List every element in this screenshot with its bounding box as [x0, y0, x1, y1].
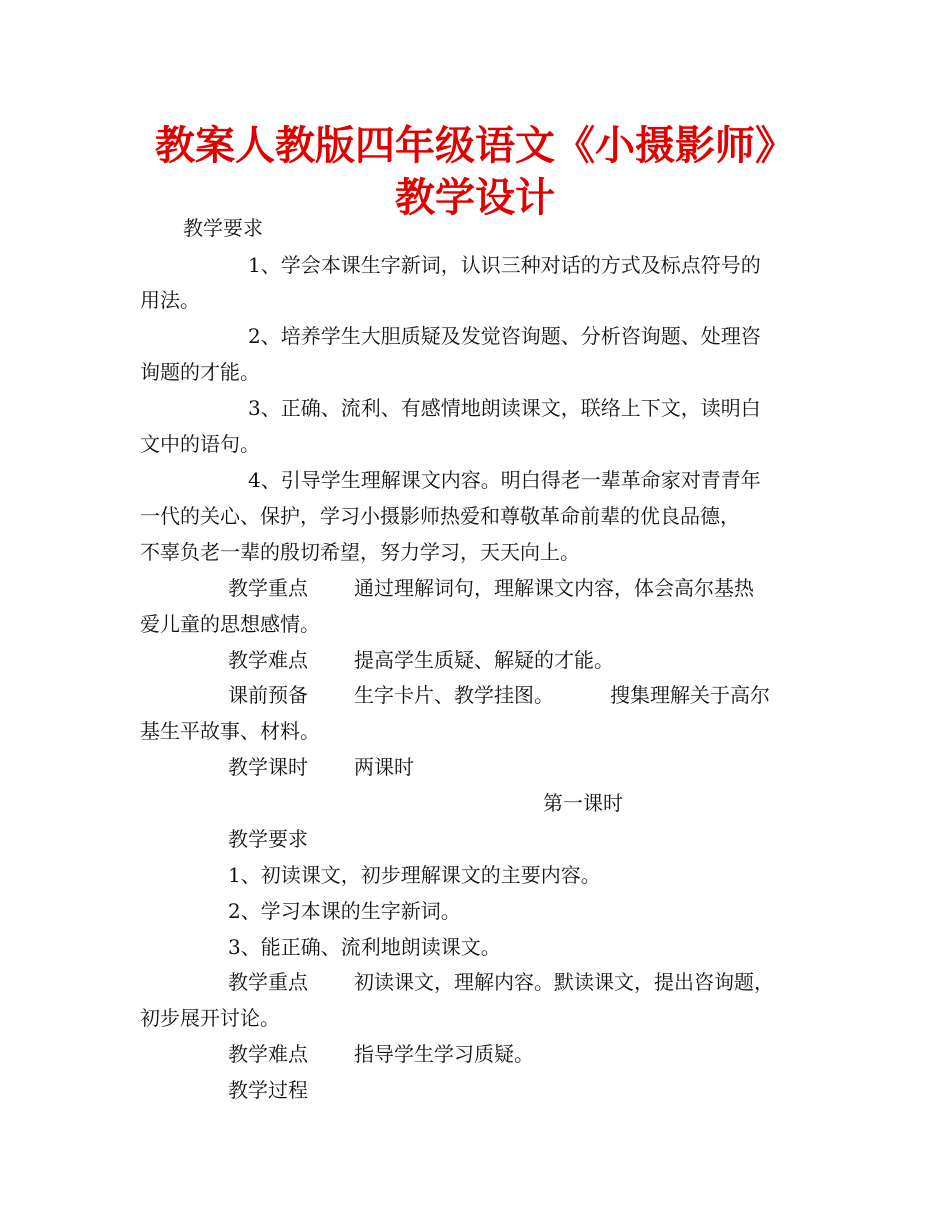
difficulty-label: 教学难点	[228, 648, 308, 672]
section-heading-requirements: 教学要求	[228, 827, 308, 851]
key-point-line	[228, 968, 774, 996]
list-item: 1、初读课文，初步理解课文的主要内容。	[228, 863, 601, 887]
paragraph-line: 2、培养学生大胆质疑及发觉咨询题、分析咨询题、处理咨	[248, 324, 761, 348]
paragraph-line: 3、正确、流利、有感情地朗读课文，联络上下文，读明白	[248, 396, 761, 420]
difficulty-line	[228, 1040, 534, 1068]
difficulty-line	[228, 646, 614, 674]
preparation-label: 课前预备	[228, 683, 308, 707]
section-heading-requirements: 教学要求	[183, 216, 263, 240]
key-point-label: 教学重点	[228, 576, 308, 600]
paragraph-line: 爱儿童的思想感情。	[140, 612, 320, 636]
key-point-line	[228, 574, 754, 602]
preparation-line	[228, 681, 770, 709]
paragraph-line: 用法。	[140, 288, 200, 312]
preparation-extra: 搜集理解关于高尔	[610, 683, 770, 707]
lesson-count-line	[228, 753, 414, 781]
key-point-label: 教学重点	[228, 970, 308, 994]
preparation-items: 生字卡片、教学挂图。	[354, 683, 554, 707]
lesson-count-label: 教学课时	[228, 755, 308, 779]
key-point-text: 初读课文，理解内容。默读课文，提出咨询题，	[354, 970, 774, 994]
paragraph-line: 文中的语句。	[140, 432, 260, 456]
difficulty-text: 提高学生质疑、解疑的才能。	[354, 648, 614, 672]
paragraph-line: 一代的关心、保护，学习小摄影师热爱和尊敬革命前辈的优良品德，	[140, 504, 740, 528]
list-item: 3、能正确、流利地朗读课文。	[228, 935, 501, 959]
paragraph-line: 基生平故事、材料。	[140, 719, 320, 743]
section-heading-process: 教学过程	[228, 1078, 308, 1102]
difficulty-label: 教学难点	[228, 1042, 308, 1066]
paragraph-line: 1、学会本课生字新词，认识三种对话的方式及标点符号的	[248, 253, 761, 277]
paragraph-line: 询题的才能。	[140, 360, 260, 384]
difficulty-text: 指导学生学习质疑。	[354, 1042, 534, 1066]
paragraph-line: 不辜负老一辈的殷切希望，努力学习，天天向上。	[140, 540, 580, 564]
document-title: 教案人教版四年级语文《小摄影师》教学设计	[155, 123, 795, 221]
lesson-heading: 第一课时	[543, 791, 623, 815]
list-item: 2、学习本课的生字新词。	[228, 899, 461, 923]
lesson-count-value: 两课时	[354, 755, 414, 779]
paragraph-line: 4、引导学生理解课文内容。明白得老一辈革命家对青青年	[248, 468, 761, 492]
key-point-text: 通过理解词句，理解课文内容，体会高尔基热	[354, 576, 754, 600]
paragraph-line: 初步展开讨论。	[140, 1006, 280, 1030]
